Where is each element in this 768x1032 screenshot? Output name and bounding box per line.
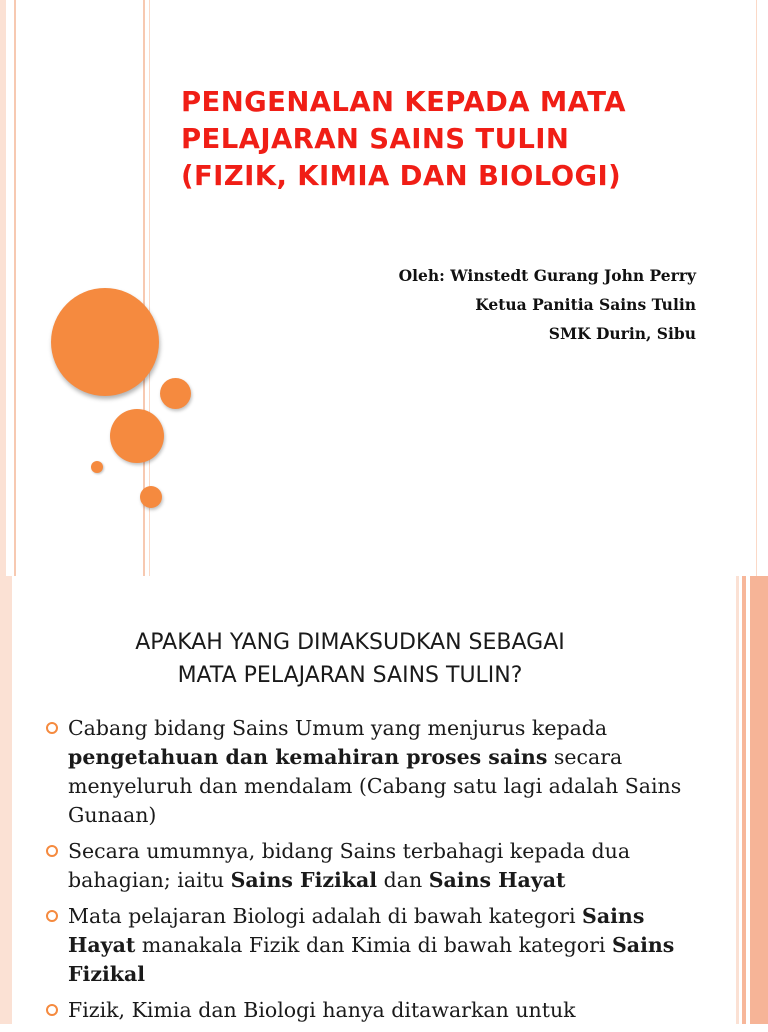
- ring-bullet-icon: [46, 845, 58, 857]
- heading-line: APAKAH YANG DIMAKSUDKAN SEBAGAI: [135, 630, 565, 655]
- bullet-text: manakala Fizik dan Kimia di bawah kategori: [135, 933, 612, 957]
- ring-bullet-icon: [46, 910, 58, 922]
- bullet-text: Mata pelajaran Biologi adalah di bawah kategori: [68, 904, 583, 928]
- slide-title: [181, 84, 741, 195]
- decorative-stripe: [14, 0, 16, 576]
- bullet-emphasis: Sains Hayat: [68, 904, 645, 957]
- decorative-circle-large: [51, 288, 159, 396]
- bullet-item: [44, 996, 684, 1025]
- bullet-text: Fizik, Kimia dan Biologi hanya ditawarkan untuk: [68, 998, 576, 1022]
- decorative-stripe: [0, 576, 12, 1024]
- author-block: [399, 261, 696, 348]
- author-name: Oleh: Winstedt Gurang John Perry: [398, 266, 696, 285]
- decorative-stripe: [742, 576, 746, 1024]
- bullet-emphasis: pengetahuan dan kemahiran proses sains: [68, 745, 548, 769]
- bullet-text: secara menyeluruh dan mendalam (Cabang satu lagi adalah Sains Gunaan): [68, 745, 682, 827]
- bullet-emphasis: Sains Fizikal: [68, 933, 675, 986]
- decorative-stripe: [750, 576, 768, 1024]
- bullet-item: [44, 902, 684, 989]
- title-line: PENGENALAN KEPADA MATA: [181, 86, 626, 118]
- bullet-list: [44, 714, 684, 1032]
- decorative-circle-tiny: [91, 461, 103, 473]
- bullet-text: dan: [377, 868, 429, 892]
- decorative-stripe: [0, 0, 6, 576]
- title-line: PELAJARAN SAINS TULIN: [181, 123, 570, 155]
- bullet-text: Cabang bidang Sains Umum yang menjurus kepada: [68, 716, 608, 740]
- bullet-text: Secara umumnya, bidang Sains terbahagi kepada dua bahagian; iaitu: [68, 839, 631, 892]
- decorative-circle-middle: [110, 409, 164, 463]
- decorative-stripe: [736, 576, 739, 1024]
- slide-heading: [40, 626, 660, 692]
- author-position: Ketua Panitia Sains Tulin: [475, 295, 696, 314]
- bullet-item: [44, 714, 684, 830]
- decorative-stripe: [756, 0, 757, 576]
- heading-line: MATA PELAJARAN SAINS TULIN?: [177, 663, 523, 688]
- title-line: (FIZIK, KIMIA DAN BIOLOGI): [181, 160, 622, 192]
- ring-bullet-icon: [46, 722, 58, 734]
- bullet-emphasis: Sains Hayat: [428, 868, 566, 892]
- decorative-circle-medium: [160, 378, 191, 409]
- ring-bullet-icon: [46, 1004, 58, 1016]
- bullet-item: [44, 837, 684, 895]
- bullet-emphasis: Sains Fizikal: [230, 868, 378, 892]
- decorative-circle-small: [140, 486, 162, 508]
- author-school: SMK Durin, Sibu: [548, 324, 696, 343]
